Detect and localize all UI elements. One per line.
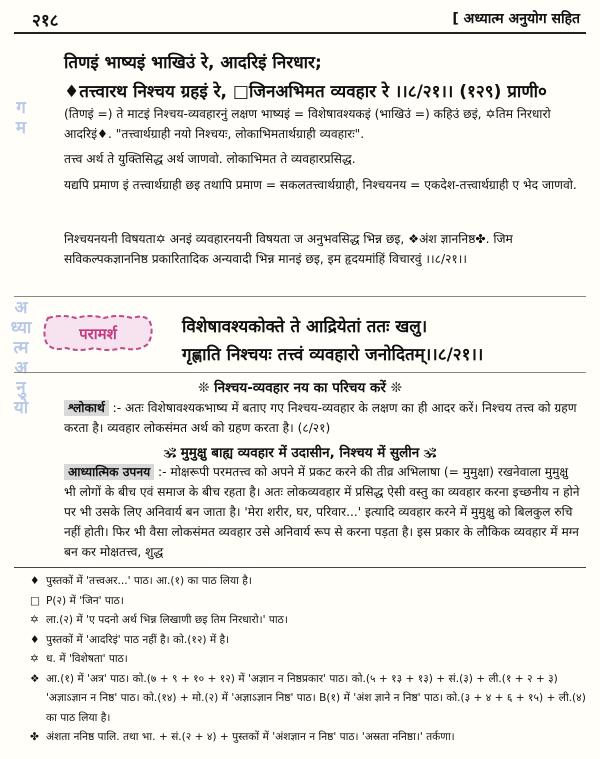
footnote-text: P(२) में 'जिन' पाठ।: [46, 594, 124, 607]
footnote-text: पुस्तकों में 'तत्त्वअर...' पाठ। आ.(१) का पाठ लिया है।: [46, 575, 252, 587]
commentary-paragraph-4: निश्चयनयनी विषयता✡ अनइं व्यवहारनयनी विषयता ज अनुभवसिद्ध भिन्न छइ, ❖अंश ज्ञाननिष्ठ✤. जिम सविकल्पकज्ञाननिष्ठ प्रकारितादिक अन्यवादी भिन्न मानइं छइ, इम हृदयमांहिं विचारवुं ।।८/२१।।: [64, 232, 513, 266]
page-number: २१८: [32, 11, 59, 31]
paramarsh-badge: [42, 312, 154, 354]
shlokarth-block: [64, 398, 580, 438]
footnote-text: अंशता ननिष्ठ पालि. तथा भा. + सं.(२ + ४) + पुस्तकों में 'अंशज्ञान न निष्ठ' पाठ। 'अस्रता ननिष्ठा।' तर्कणा।: [46, 731, 455, 743]
footnote-marker-icon: ♦: [30, 575, 40, 587]
side-letter: यो: [13, 398, 29, 418]
badge-label: परामर्श: [79, 325, 117, 343]
verse-line-2: ♦तत्त्वारथ निश्चय ग्रहइं रे, □जिनअभिमत व्यवहार रे ।।८/२१।। (१२९) प्राणी०: [64, 82, 547, 102]
side-letter: नु: [16, 378, 26, 398]
section-heading-nishchay-vyavahar: ❊ निश्चय-व्यवहार नय का परिचय करें ❊: [198, 380, 402, 396]
commentary-paragraph-2: तत्त्व अर्थ ते युक्तिसिद्ध अर्थ जाणवो. लोकाभिमत ते व्यवहारप्रसिद्ध.: [64, 152, 356, 166]
upanay-text: :- मोक्षरूपी परमतत्त्व को अपने में प्रकट करने की तीव्र अभिलाषा (= मुमुक्षा) रखनेवाला मुमुक्षु भी लोगों के बीच एवं समाज के बीच रहता है। अतः लोकव्यवहार में प्रसिद्ध ऐसी वस्तु का व्यवहार करना इच्छनीय न होने पर भी उसके लिए अनिवार्य बन जाता है। 'मेरा शरीर, घर, परिवार...' इत्यादि व्यवहार करने में मुमुक्षु को बिलकुल रुचि नहीं होती। फिर भी वैसा लोकसंमत व्यवहार उसे अनिवार्य रूप से करना पड़ता है। इस प्रकार के लौकिक व्यवहार में मग्न बन कर मोक्षतत्त्व, शुद्ध: [64, 465, 580, 559]
footnote: [30, 572, 590, 592]
footnote: [30, 670, 590, 729]
sanskrit-line-2: गृह्णाति निश्चयः तत्त्वं व्यवहारो जनोदितम्।।८/२१।।: [182, 345, 484, 365]
side-letter: ग: [16, 98, 26, 118]
footnote-marker-icon: □: [30, 594, 41, 607]
verse-line-1: तिणइं भाष्यइं भाखिउं रे, आदरिइं निरधार;: [64, 53, 322, 73]
side-letter: म: [15, 118, 27, 138]
commentary-paragraph-3: यद्यपि प्रमाण इं तत्त्वार्थग्राही छइ तथापि प्रमाण = सकलतत्त्वार्थग्राही, निश्चयनय = एकदेश-तत्त्वार्थग्राही ए भेद जाणवो.: [64, 178, 577, 192]
commentary-paragraph-1: (तिणइं =) ते माटइं निश्चय-व्यवहारनुं लक्षण भाष्यइं = विशेषावश्यकइं (भाखिउं =) कहिउं छइं, ✡तिम निरधारो आदरिइं♦. "तत्त्वार्थग्राही नयो निश्चयः, लोकाभिमतार्थग्राही व्यवहारः".: [64, 107, 551, 141]
footnote-marker-icon: ✡: [30, 653, 39, 665]
footnote: [30, 728, 590, 748]
side-letter: ध्या: [10, 318, 32, 338]
footnote-marker-icon: ✡: [30, 614, 39, 626]
side-margin-text: [8, 98, 34, 418]
sanskrit-line-1: विशेषावश्यकोक्ते ते आद्रियेतां ततः खलु।: [182, 317, 428, 337]
divider: [14, 372, 586, 373]
footnote: [30, 631, 590, 651]
divider: [14, 296, 586, 297]
footnote-marker-icon: ✤: [30, 731, 39, 743]
shlokarth-text: :- अतः विशेषावश्यकभाष्य में बताए गए निश्चय-व्यवहार के लक्षण का ही आदर करें। निश्चय तत्त्व को ग्रहण करता है। व्यवहार लोकसंमत अर्थ को ग्रहण करता है। (८/२१): [64, 401, 577, 435]
section-heading-mumukshu: 🕉 मुमुक्षु बाह्य व्यवहार में उदासीन, निश्चय में सुलीन 🕉: [163, 445, 437, 461]
upanay-block: [64, 462, 580, 562]
header-title: [ अध्यात्म अनुयोग सहित: [452, 11, 580, 27]
side-letter: अ: [14, 358, 28, 378]
footnote-divider: [14, 567, 586, 568]
footnote-text: आ.(१) में 'अत्र' पाठ। को.(७ + ९ + १० + १२) में 'अज्ञान न निष्ठप्रकार' पाठ। को.(५ + १३ + १३) + सं.(३) + ली.(१ + २ + ३) 'अज्ञाऽज्ञान न निष्ठ' पाठ। को.(१४) + मो.(२) में 'अज्ञाऽज्ञान निष्ठ' पाठ। B(१) में 'अंश ज्ञाने न निष्ठ' पाठ। को.(३ + ४ + ६ + १५) + ली.(४) का पाठ लिया है।: [46, 672, 586, 724]
upanay-label: आध्यात्मिक उपनय: [64, 464, 154, 480]
footnote-text: पुस्तकों में 'आदरिइं' पाठ नहीं है। को.(१२) में है।: [46, 633, 230, 646]
footnotes: [30, 572, 590, 748]
footnote-text: ला.(२) में 'ए पदनो अर्थ भिन्न लिखाणी छइ तिम निरधारो।' पाठ।: [46, 614, 288, 626]
side-letter: अ: [14, 298, 28, 318]
page-header: [14, 6, 586, 34]
footnote: [30, 592, 590, 612]
footnote-marker-icon: ♦: [30, 633, 40, 646]
shlokarth-label: श्लोकार्थ: [64, 400, 109, 416]
footnote: [30, 611, 590, 631]
footnote-text: ध. में 'विशेषता' पाठ।: [46, 653, 128, 665]
side-letter: त्म: [13, 338, 29, 358]
footnote: [30, 650, 590, 670]
footnote-marker-icon: ❖: [30, 672, 40, 685]
